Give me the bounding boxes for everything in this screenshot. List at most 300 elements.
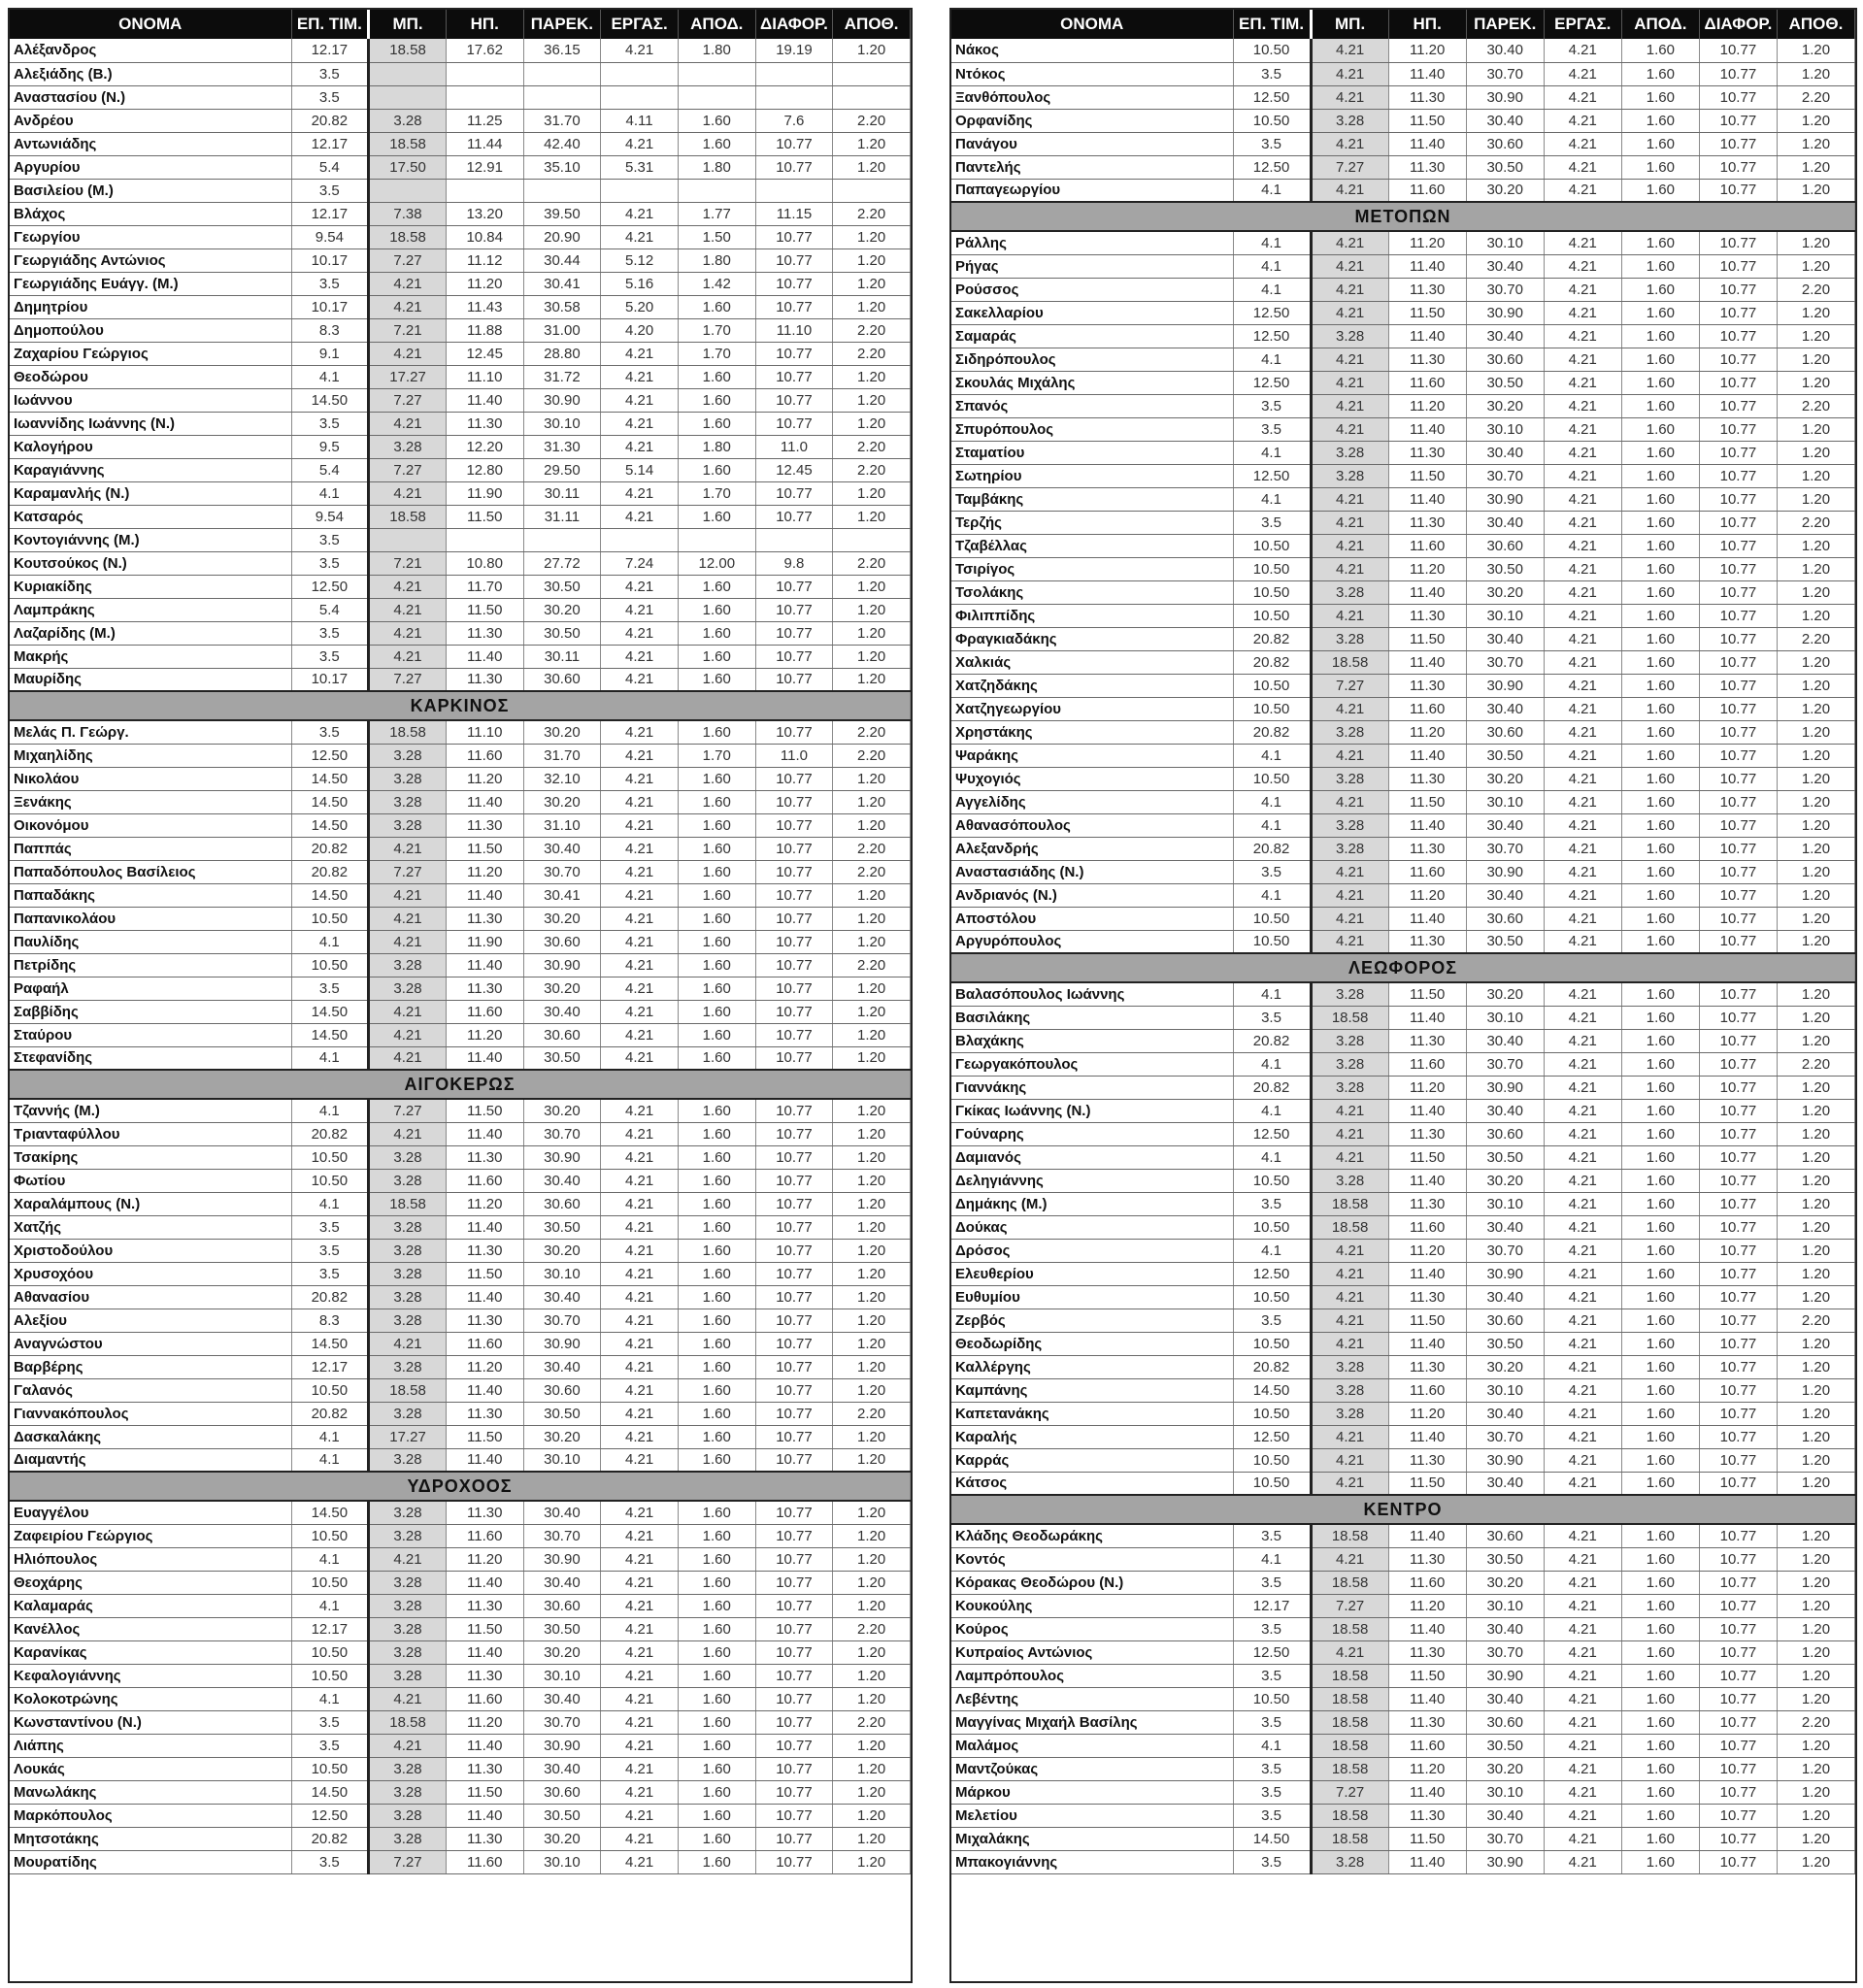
value-cell: 11.30 <box>446 1594 523 1617</box>
value-cell: 4.21 <box>1544 1378 1621 1402</box>
value-cell: 4.21 <box>601 1000 679 1023</box>
value-cell: 10.77 <box>755 1710 833 1734</box>
table-row <box>10 1448 911 1472</box>
name-cell: Κεφαλογιάννης <box>10 1664 291 1687</box>
value-cell: 4.1 <box>291 365 369 388</box>
value-cell: 12.50 <box>1233 464 1311 487</box>
value-cell: 30.90 <box>523 1145 601 1169</box>
value-cell: 4.21 <box>1544 62 1621 85</box>
value-cell: 10.84 <box>446 225 523 248</box>
value-cell: 1.60 <box>678 1378 755 1402</box>
value-cell: 4.21 <box>1311 697 1388 720</box>
name-cell: Μουρατίδης <box>10 1850 291 1873</box>
value-cell: 4.21 <box>1311 1448 1388 1472</box>
value-cell: 4.21 <box>1544 580 1621 604</box>
table-row <box>10 1402 911 1425</box>
value-cell: 1.60 <box>678 295 755 318</box>
value-cell <box>446 179 523 202</box>
value-cell: 11.40 <box>446 1285 523 1309</box>
name-cell: Κούρος <box>951 1617 1233 1640</box>
value-cell: 2.20 <box>1777 1309 1854 1332</box>
value-cell: 11.50 <box>1388 1827 1466 1850</box>
value-cell: 1.20 <box>1777 604 1854 627</box>
value-cell: 4.21 <box>601 412 679 435</box>
value-cell: 3.5 <box>1233 1710 1311 1734</box>
value-cell: 4.21 <box>601 1571 679 1594</box>
value-cell: 10.77 <box>1699 580 1777 604</box>
value-cell: 4.21 <box>369 575 447 598</box>
value-cell: 20.82 <box>1233 720 1311 744</box>
value-cell: 1.20 <box>1777 1804 1854 1827</box>
value-cell: 4.21 <box>1544 1617 1621 1640</box>
value-cell: 10.77 <box>755 1547 833 1571</box>
value-cell: 4.21 <box>1544 674 1621 697</box>
value-cell: 4.21 <box>601 907 679 930</box>
value-cell: 7.27 <box>1311 674 1388 697</box>
value-cell: 11.50 <box>1388 109 1466 132</box>
value-cell: 10.77 <box>1699 697 1777 720</box>
value-cell: 4.21 <box>1544 155 1621 179</box>
value-cell: 4.21 <box>601 1099 679 1122</box>
value-cell: 4.21 <box>1311 371 1388 394</box>
value-cell: 30.60 <box>1466 132 1544 155</box>
table-row <box>951 813 1855 837</box>
name-cell: Δαμιανός <box>951 1145 1233 1169</box>
value-cell: 4.21 <box>1544 1640 1621 1664</box>
name-cell: Σπανός <box>951 394 1233 417</box>
value-cell: 1.60 <box>1621 1355 1699 1378</box>
value-cell: 10.50 <box>291 1757 369 1780</box>
value-cell: 10.50 <box>291 1169 369 1192</box>
value-cell: 30.20 <box>523 1099 601 1122</box>
right-header-row <box>951 10 1855 39</box>
value-cell: 1.20 <box>1777 860 1854 883</box>
value-cell: 10.77 <box>755 388 833 412</box>
value-cell <box>755 528 833 551</box>
value-cell: 2.20 <box>833 202 911 225</box>
value-cell: 10.77 <box>1699 883 1777 907</box>
value-cell: 11.50 <box>446 1099 523 1122</box>
table-row <box>951 1472 1855 1495</box>
table-row <box>951 511 1855 534</box>
value-cell: 4.21 <box>1311 534 1388 557</box>
column-header: ΑΠΟΘ. <box>833 10 911 39</box>
table-row <box>10 645 911 668</box>
value-cell: 18.58 <box>369 1192 447 1215</box>
table-row <box>10 272 911 295</box>
value-cell: 1.60 <box>1621 1402 1699 1425</box>
value-cell: 1.20 <box>1777 1215 1854 1239</box>
value-cell: 1.60 <box>678 1664 755 1687</box>
value-cell: 30.20 <box>1466 1757 1544 1780</box>
value-cell: 1.60 <box>1621 1425 1699 1448</box>
value-cell: 1.60 <box>678 1099 755 1122</box>
value-cell: 18.58 <box>369 720 447 744</box>
value-cell: 11.30 <box>446 668 523 691</box>
value-cell: 30.90 <box>1466 487 1544 511</box>
name-cell: Αντωνιάδης <box>10 132 291 155</box>
value-cell: 18.58 <box>1311 1734 1388 1757</box>
value-cell: 1.20 <box>1777 39 1854 62</box>
value-cell: 1.60 <box>1621 1378 1699 1402</box>
value-cell: 10.77 <box>1699 1215 1777 1239</box>
value-cell: 17.62 <box>446 39 523 62</box>
name-cell: Νάκος <box>951 39 1233 62</box>
value-cell: 30.40 <box>1466 883 1544 907</box>
value-cell: 11.30 <box>1388 604 1466 627</box>
value-cell: 3.5 <box>1233 1664 1311 1687</box>
value-cell: 1.60 <box>1621 1099 1699 1122</box>
value-cell: 7.27 <box>369 1099 447 1122</box>
value-cell: 3.5 <box>1233 860 1311 883</box>
value-cell: 1.20 <box>833 1378 911 1402</box>
value-cell: 10.77 <box>755 1355 833 1378</box>
value-cell <box>523 85 601 109</box>
value-cell: 9.54 <box>291 225 369 248</box>
table-row <box>10 505 911 528</box>
value-cell: 3.28 <box>369 813 447 837</box>
value-cell: 3.28 <box>1311 627 1388 650</box>
value-cell: 30.40 <box>1466 1099 1544 1122</box>
value-cell: 4.21 <box>1544 1594 1621 1617</box>
value-cell: 1.60 <box>1621 1215 1699 1239</box>
value-cell: 4.1 <box>291 481 369 505</box>
value-cell: 31.10 <box>523 813 601 837</box>
value-cell: 1.60 <box>678 505 755 528</box>
value-cell: 2.20 <box>833 953 911 977</box>
value-cell: 1.60 <box>1621 1594 1699 1617</box>
value-cell: 10.77 <box>1699 1402 1777 1425</box>
name-cell: Χατζηδάκης <box>951 674 1233 697</box>
value-cell: 1.60 <box>678 1687 755 1710</box>
value-cell: 1.60 <box>1621 1547 1699 1571</box>
value-cell: 4.21 <box>1311 39 1388 62</box>
value-cell: 30.70 <box>1466 278 1544 301</box>
value-cell: 10.77 <box>1699 109 1777 132</box>
value-cell: 30.90 <box>1466 1076 1544 1099</box>
value-cell: 4.21 <box>1311 278 1388 301</box>
value-cell: 1.60 <box>1621 371 1699 394</box>
value-cell: 1.60 <box>1621 511 1699 534</box>
table-row <box>10 720 911 744</box>
value-cell: 20.82 <box>291 837 369 860</box>
value-cell: 10.77 <box>755 767 833 790</box>
value-cell: 11.60 <box>446 1000 523 1023</box>
value-cell: 4.21 <box>1544 604 1621 627</box>
value-cell: 4.21 <box>601 1355 679 1378</box>
value-cell: 4.21 <box>1544 1145 1621 1169</box>
name-cell: Αργυρόπουλος <box>951 930 1233 953</box>
value-cell: 1.20 <box>833 790 911 813</box>
name-cell: Πετρίδης <box>10 953 291 977</box>
value-cell: 17.27 <box>369 1425 447 1448</box>
value-cell: 4.21 <box>601 1023 679 1046</box>
value-cell: 31.00 <box>523 318 601 342</box>
value-cell: 12.17 <box>291 39 369 62</box>
table-row <box>951 1664 1855 1687</box>
value-cell: 10.77 <box>1699 1710 1777 1734</box>
value-cell: 30.40 <box>1466 109 1544 132</box>
value-cell: 4.1 <box>291 1046 369 1070</box>
value-cell: 4.21 <box>1311 1640 1388 1664</box>
value-cell: 1.20 <box>833 1448 911 1472</box>
name-cell: Δημάκης (Μ.) <box>951 1192 1233 1215</box>
value-cell: 4.1 <box>1233 179 1311 202</box>
table-row <box>951 580 1855 604</box>
value-cell: 1.60 <box>678 1734 755 1757</box>
value-cell: 1.60 <box>678 1501 755 1524</box>
table-row <box>10 62 911 85</box>
value-cell: 2.20 <box>1777 627 1854 650</box>
value-cell: 1.20 <box>1777 1640 1854 1664</box>
value-cell: 10.77 <box>755 1192 833 1215</box>
name-cell: Χρηστάκης <box>951 720 1233 744</box>
value-cell: 3.5 <box>1233 1309 1311 1332</box>
value-cell: 4.21 <box>601 1617 679 1640</box>
value-cell: 3.28 <box>1311 580 1388 604</box>
value-cell: 30.20 <box>523 720 601 744</box>
value-cell: 3.5 <box>291 720 369 744</box>
value-cell: 3.28 <box>1311 982 1388 1006</box>
value-cell: 10.17 <box>291 248 369 272</box>
value-cell: 11.60 <box>446 1687 523 1710</box>
value-cell: 11.40 <box>1388 1006 1466 1029</box>
value-cell: 11.40 <box>446 1804 523 1827</box>
value-cell: 1.60 <box>678 132 755 155</box>
name-cell: Αποστόλου <box>951 907 1233 930</box>
name-cell: Αθανασόπουλος <box>951 813 1233 837</box>
value-cell: 11.60 <box>1388 1052 1466 1076</box>
value-cell: 10.77 <box>1699 1617 1777 1640</box>
value-cell: 10.77 <box>755 155 833 179</box>
value-cell: 30.20 <box>1466 1169 1544 1192</box>
table-row <box>10 1332 911 1355</box>
value-cell: 11.20 <box>1388 1402 1466 1425</box>
value-cell: 3.28 <box>1311 813 1388 837</box>
value-cell: 1.60 <box>678 1640 755 1664</box>
table-row <box>10 1547 911 1571</box>
value-cell: 2.20 <box>1777 1710 1854 1734</box>
name-cell: Σακελλαρίου <box>951 301 1233 324</box>
value-cell: 1.60 <box>678 109 755 132</box>
table-row <box>10 248 911 272</box>
value-cell: 30.41 <box>523 883 601 907</box>
value-cell: 12.50 <box>1233 85 1311 109</box>
value-cell: 4.21 <box>369 837 447 860</box>
value-cell: 11.15 <box>755 202 833 225</box>
table-row <box>951 231 1855 254</box>
value-cell: 3.28 <box>369 1827 447 1850</box>
value-cell: 2.20 <box>833 837 911 860</box>
value-cell: 3.28 <box>1311 720 1388 744</box>
value-cell: 4.1 <box>1233 883 1311 907</box>
value-cell: 11.30 <box>1388 1029 1466 1052</box>
value-cell: 1.77 <box>678 202 755 225</box>
right-data-table <box>951 10 1855 1874</box>
table-row <box>951 1827 1855 1850</box>
value-cell: 4.21 <box>1544 1215 1621 1239</box>
value-cell: 1.60 <box>1621 767 1699 790</box>
table-row <box>951 1215 1855 1239</box>
value-cell: 12.91 <box>446 155 523 179</box>
value-cell: 11.30 <box>446 1145 523 1169</box>
value-cell: 10.77 <box>1699 907 1777 930</box>
value-cell: 10.77 <box>755 1332 833 1355</box>
value-cell: 3.28 <box>369 1571 447 1594</box>
column-header: ΟΝΟΜΑ <box>10 10 291 39</box>
value-cell: 12.50 <box>291 1804 369 1827</box>
value-cell: 14.50 <box>291 1023 369 1046</box>
column-header: ΕΠ. ΤΙΜ. <box>291 10 369 39</box>
value-cell: 11.40 <box>1388 1780 1466 1804</box>
value-cell: 4.21 <box>1311 417 1388 441</box>
value-cell: 4.21 <box>601 365 679 388</box>
value-cell: 30.20 <box>523 790 601 813</box>
value-cell: 1.60 <box>1621 155 1699 179</box>
value-cell <box>446 62 523 85</box>
value-cell: 30.70 <box>1466 1425 1544 1448</box>
value-cell: 11.40 <box>1388 1332 1466 1355</box>
value-cell: 10.77 <box>755 1850 833 1873</box>
value-cell: 30.90 <box>523 388 601 412</box>
value-cell: 30.10 <box>1466 790 1544 813</box>
value-cell: 1.20 <box>833 365 911 388</box>
table-row <box>10 930 911 953</box>
value-cell: 11.88 <box>446 318 523 342</box>
value-cell: 30.70 <box>1466 1640 1544 1664</box>
value-cell: 30.70 <box>523 860 601 883</box>
value-cell: 11.50 <box>1388 790 1466 813</box>
table-row <box>951 930 1855 953</box>
column-header: ΑΠΟΔ. <box>678 10 755 39</box>
value-cell: 1.60 <box>678 458 755 481</box>
value-cell: 4.1 <box>1233 1145 1311 1169</box>
value-cell: 4.21 <box>1544 394 1621 417</box>
value-cell: 4.21 <box>1544 1734 1621 1757</box>
value-cell: 4.21 <box>601 1664 679 1687</box>
value-cell: 1.20 <box>833 481 911 505</box>
value-cell: 30.60 <box>523 1192 601 1215</box>
value-cell: 1.60 <box>1621 1687 1699 1710</box>
value-cell: 18.58 <box>1311 1006 1388 1029</box>
value-cell: 12.17 <box>291 1355 369 1378</box>
value-cell: 3.28 <box>1311 1029 1388 1052</box>
value-cell: 10.77 <box>1699 1332 1777 1355</box>
table-row <box>951 1425 1855 1448</box>
value-cell: 10.77 <box>755 1640 833 1664</box>
value-cell: 1.20 <box>1777 1099 1854 1122</box>
value-cell: 3.5 <box>291 85 369 109</box>
value-cell: 11.50 <box>446 1780 523 1804</box>
value-cell: 7.27 <box>1311 1780 1388 1804</box>
value-cell: 1.20 <box>1777 155 1854 179</box>
value-cell: 11.30 <box>1388 1285 1466 1309</box>
value-cell: 11.40 <box>1388 1617 1466 1640</box>
value-cell: 10.77 <box>1699 1006 1777 1029</box>
table-row <box>10 907 911 930</box>
value-cell <box>601 528 679 551</box>
value-cell: 1.50 <box>678 225 755 248</box>
value-cell: 12.17 <box>291 1617 369 1640</box>
value-cell: 1.60 <box>678 621 755 645</box>
value-cell: 11.20 <box>1388 1757 1466 1780</box>
value-cell: 1.60 <box>678 1332 755 1355</box>
value-cell: 4.21 <box>1544 1309 1621 1332</box>
value-cell: 1.60 <box>678 575 755 598</box>
name-cell: Δασκαλάκης <box>10 1425 291 1448</box>
value-cell: 1.60 <box>1621 324 1699 348</box>
value-cell: 1.60 <box>1621 1571 1699 1594</box>
name-cell: Λουκάς <box>10 1757 291 1780</box>
value-cell: 30.40 <box>523 1501 601 1524</box>
value-cell: 1.60 <box>1621 348 1699 371</box>
value-cell: 1.60 <box>1621 179 1699 202</box>
table-row <box>951 1099 1855 1122</box>
table-row <box>951 39 1855 62</box>
value-cell: 14.50 <box>291 1501 369 1524</box>
value-cell: 1.60 <box>1621 837 1699 860</box>
value-cell: 4.21 <box>1544 1076 1621 1099</box>
value-cell: 10.77 <box>755 505 833 528</box>
value-cell: 3.5 <box>1233 1757 1311 1780</box>
value-cell: 4.21 <box>1311 301 1388 324</box>
value-cell: 11.0 <box>755 435 833 458</box>
value-cell: 1.60 <box>1621 301 1699 324</box>
value-cell: 4.21 <box>601 481 679 505</box>
value-cell <box>678 85 755 109</box>
value-cell: 4.1 <box>1233 1734 1311 1757</box>
value-cell: 4.1 <box>1233 348 1311 371</box>
name-cell: Δρόσος <box>951 1239 1233 1262</box>
value-cell: 1.20 <box>1777 580 1854 604</box>
value-cell: 1.60 <box>1621 1827 1699 1850</box>
value-cell: 11.50 <box>1388 301 1466 324</box>
value-cell: 4.21 <box>1544 1827 1621 1850</box>
table-row <box>951 1029 1855 1052</box>
name-cell: Καρανίκας <box>10 1640 291 1664</box>
value-cell: 17.50 <box>369 155 447 179</box>
value-cell: 30.60 <box>1466 1122 1544 1145</box>
value-cell: 4.21 <box>369 930 447 953</box>
value-cell: 4.21 <box>1544 1192 1621 1215</box>
name-cell: Μαλάμος <box>951 1734 1233 1757</box>
value-cell <box>833 85 911 109</box>
table-row <box>10 1046 911 1070</box>
value-cell: 10.77 <box>755 1099 833 1122</box>
table-row <box>10 435 911 458</box>
value-cell: 3.28 <box>369 744 447 767</box>
table-row <box>951 907 1855 930</box>
value-cell: 10.77 <box>755 365 833 388</box>
name-cell: Γούναρης <box>951 1122 1233 1145</box>
value-cell: 30.40 <box>1466 1687 1544 1710</box>
value-cell: 11.40 <box>446 388 523 412</box>
value-cell: 4.21 <box>1311 1239 1388 1262</box>
value-cell: 4.21 <box>601 132 679 155</box>
value-cell <box>523 62 601 85</box>
table-row <box>10 1262 911 1285</box>
table-row <box>951 650 1855 674</box>
value-cell: 31.72 <box>523 365 601 388</box>
value-cell: 10.77 <box>1699 254 1777 278</box>
value-cell: 1.60 <box>678 1239 755 1262</box>
table-row <box>10 1099 911 1122</box>
name-cell: Αργυρίου <box>10 155 291 179</box>
name-cell: Γιαννάκης <box>951 1076 1233 1099</box>
name-cell: Ταμβάκης <box>951 487 1233 511</box>
value-cell: 14.50 <box>291 767 369 790</box>
value-cell: 1.20 <box>833 598 911 621</box>
